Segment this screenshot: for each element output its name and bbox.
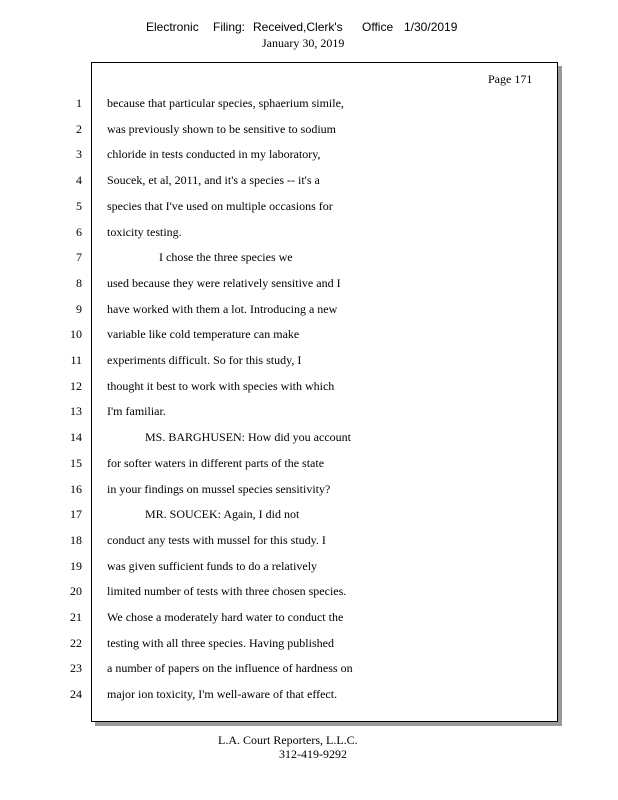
transcript-line [0,482,618,498]
page-number: Page 171 [488,72,533,86]
line-text: MS. BARGHUSEN: How did you account [145,430,351,445]
line-number: 14 [70,430,82,445]
line-number: 1 [76,96,82,110]
line-text: was previously shown to be sensitive to sodium [107,121,336,136]
line-text: variable like cold temperature can make [107,327,300,342]
line-text: for softer waters in different parts of the state [107,455,325,470]
transcript-line [0,276,618,292]
line-number: 3 [76,147,82,162]
line-text: We chose a moderately hard water to conduct the [107,610,344,624]
transcript-line [0,250,618,266]
line-text: used because they were relatively sensitive and I [107,275,341,290]
transcript-line [0,353,618,369]
line-number: 9 [76,301,82,316]
transcript-line [0,687,618,703]
filing-stamp [0,20,618,36]
line-text: Soucek, et al, 2011, and it's a species -- it's a [107,173,320,188]
line-number: 17 [70,507,82,522]
transcript-line [0,199,618,215]
stamp-date: 1/30/2019 [404,20,458,34]
transcript-line [0,327,618,343]
line-number: 12 [70,378,82,393]
line-number: 11 [70,353,82,367]
transcript-line [0,533,618,549]
line-number: 6 [76,224,82,239]
line-number: 5 [76,198,82,213]
line-number: 15 [70,455,82,470]
stamp-received: Received,Clerk's [253,20,343,34]
line-text: thought it best to work with species with which [107,378,335,393]
transcript-line [0,559,618,575]
line-text: MR. SOUCEK: Again, I did not [145,507,300,522]
line-text: conduct any tests with mussel for this study. I [107,532,326,547]
line-text: was given sufficient funds to do a relatively [107,558,318,573]
transcript-line [0,404,618,420]
stamp-electronic: Electronic [146,20,199,34]
line-number: 21 [70,610,82,624]
transcript-line [0,379,618,395]
transcript-line [0,302,618,318]
transcript-line [0,584,618,600]
transcript-line [0,610,618,626]
line-number: 10 [70,327,82,342]
transcript-line [0,173,618,189]
transcript-line [0,225,618,241]
line-number: 23 [70,661,82,676]
stamp-filing: Filing: [213,20,246,34]
transcript-line [0,96,618,112]
line-text: major ion toxicity, I'm well-aware of that effect. [107,687,338,702]
line-text: have worked with them a lot. Introducing a new [107,301,338,316]
line-text: in your findings on mussel species sensitivity? [107,481,331,496]
line-number: 20 [70,584,82,599]
line-text: toxicity testing. [107,224,182,239]
line-text: I chose the three species we [159,250,293,265]
transcript-line [0,122,618,138]
stamp-date-long: January 30, 2019 [262,36,345,50]
transcript-line [0,507,618,523]
transcript-line [0,661,618,677]
transcript-line [0,456,618,472]
line-text: chloride in tests conducted in my laboratory, [107,147,321,162]
line-number: 2 [76,121,82,136]
transcript-line [0,636,618,652]
line-number: 18 [70,532,82,547]
transcript-line [0,147,618,163]
court-reporter-phone: 312-419-9292 [279,747,347,761]
line-number: 13 [70,404,82,419]
line-text: testing with all three species. Having published [107,635,334,650]
court-reporter-name: L.A. Court Reporters, L.L.C. [218,733,358,747]
line-number: 16 [70,481,82,496]
line-number: 8 [76,275,82,290]
transcript-line [0,430,618,446]
line-number: 7 [76,250,82,265]
line-number: 24 [70,687,82,702]
line-number: 22 [70,635,82,650]
line-text: experiments difficult. So for this study, I [107,353,302,367]
line-text: I'm familiar. [107,404,166,419]
line-text: limited number of tests with three chosen species. [107,584,347,599]
line-number: 19 [70,558,82,573]
line-text: species that I've used on multiple occasions for [107,198,333,213]
stamp-office: Office [362,20,394,34]
line-text: a number of papers on the influence of hardness on [107,661,353,676]
line-text: because that particular species, sphaerium simile, [107,96,344,110]
line-number: 4 [76,173,82,188]
